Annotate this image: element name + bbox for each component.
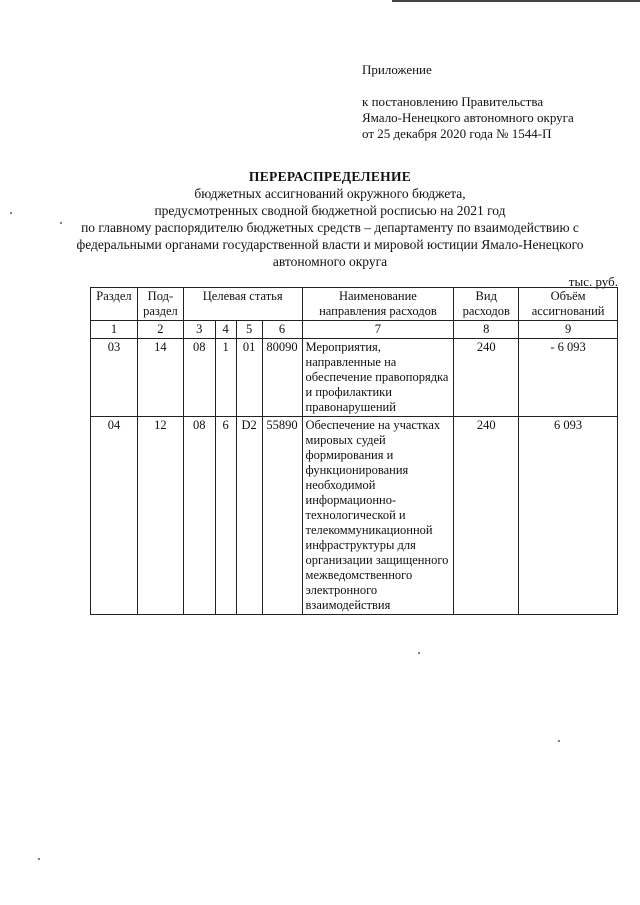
scan-speck — [60, 222, 62, 224]
title-heading: ПЕРЕРАСПРЕДЕЛЕНИЕ — [248, 169, 412, 184]
scan-speck — [558, 740, 560, 742]
table-header-row — [91, 288, 618, 321]
title-line: автономного округа — [272, 254, 388, 269]
appendix-line: от 25 декабря 2020 года № 1544-П — [362, 126, 552, 141]
title-line: предусмотренных сводной бюджетной росписью на 2021 год — [154, 203, 506, 218]
cell-subsection: 12 — [137, 417, 183, 615]
appendix-line: Ямало-Ненецкого автономного округа — [362, 110, 574, 125]
column-number: 5 — [236, 321, 262, 339]
cell-target-program: 08 — [183, 339, 215, 417]
appendix-reference — [362, 94, 574, 142]
cell-target-direction: 80090 — [262, 339, 302, 417]
cell-section: 03 — [91, 339, 138, 417]
table-row — [91, 417, 618, 615]
scan-speck — [10, 212, 12, 214]
top-edge-line — [392, 0, 640, 2]
title-line: федеральными органами государственной власти и мировой юстиции Ямало-Ненецкого — [76, 237, 584, 252]
cell-target-subprogram: 1 — [215, 339, 236, 417]
header-name: Наименование направления расходов — [302, 288, 454, 321]
document-title — [60, 168, 600, 270]
title-line: по главному распорядителю бюджетных средств – департаменту по взаимодействию с — [81, 220, 579, 235]
header-amount: Объём ассигнований — [519, 288, 618, 321]
cell-amount: - 6 093 — [519, 339, 618, 417]
header-subsection: Под- раздел — [137, 288, 183, 321]
column-number: 8 — [454, 321, 519, 339]
cell-expense-type: 240 — [454, 339, 519, 417]
scan-speck — [38, 858, 40, 860]
column-number: 4 — [215, 321, 236, 339]
cell-target-direction: 55890 — [262, 417, 302, 615]
column-number: 9 — [519, 321, 618, 339]
title-line: бюджетных ассигнований окружного бюджета, — [194, 186, 466, 201]
cell-target-program: 08 — [183, 417, 215, 615]
scan-speck — [418, 652, 420, 654]
cell-amount: 6 093 — [519, 417, 618, 615]
budget-table — [90, 287, 618, 615]
cell-target-event: 01 — [236, 339, 262, 417]
column-number-row — [91, 321, 618, 339]
cell-section: 04 — [91, 417, 138, 615]
table-row — [91, 339, 618, 417]
header-type: Вид расходов — [454, 288, 519, 321]
cell-expense-name: Мероприятия, направленные на обеспечение правопорядка и профилактики правонарушений — [302, 339, 454, 417]
appendix-title: Приложение — [362, 62, 432, 77]
cell-subsection: 14 — [137, 339, 183, 417]
column-number: 7 — [302, 321, 454, 339]
cell-target-event: D2 — [236, 417, 262, 615]
column-number: 1 — [91, 321, 138, 339]
header-section: Раздел — [91, 288, 138, 321]
appendix-label — [362, 62, 432, 78]
column-number: 2 — [137, 321, 183, 339]
column-number: 6 — [262, 321, 302, 339]
cell-target-subprogram: 6 — [215, 417, 236, 615]
appendix-line: к постановлению Правительства — [362, 94, 544, 109]
cell-expense-type: 240 — [454, 417, 519, 615]
cell-expense-name: Обеспечение на участках мировых судей формирования и функционирования необходимой информационно-технологической и телекоммуникационной инфраструктуры для организации защищенного межведомственного электронного взаимодействия — [302, 417, 454, 615]
column-number: 3 — [183, 321, 215, 339]
units-label: тыс. руб. — [568, 274, 618, 289]
header-target: Целевая статья — [183, 288, 302, 321]
